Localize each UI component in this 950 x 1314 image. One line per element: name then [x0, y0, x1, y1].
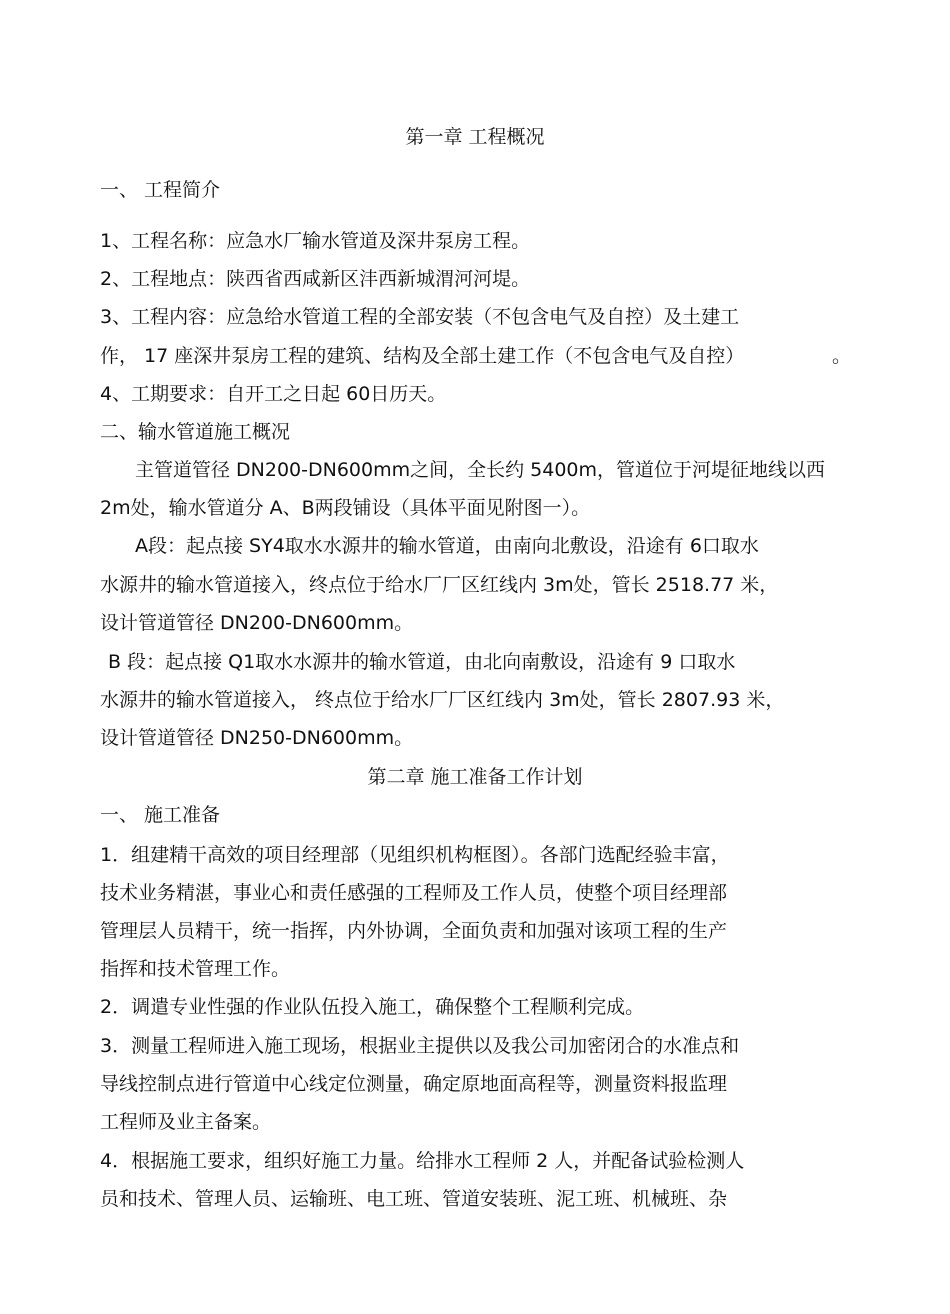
- pipe-paragraph-line-1: 主管道管径 DN200-DN600mm之间，全长约 5400m，管道位于河堤征地线以西: [135, 459, 826, 481]
- item-project-name: 1、工程名称：应急水厂输水管道及深井泵房工程。: [100, 230, 531, 252]
- section-a-line-2: 水源井的输水管道接入，终点位于给水厂厂区红线内 3m处，管长 2518.77 米，: [100, 574, 779, 596]
- item-project-content-cont: 作， 17 座深井泵房工程的建筑、结构及全部土建工作（不包含电气及自控）: [100, 345, 745, 367]
- section-b-line-3: 设计管道管径 DN250-DN600mm。: [100, 727, 414, 749]
- item-project-content-end: 。: [832, 345, 852, 367]
- prep-heading: 一、 施工准备: [100, 804, 221, 826]
- chapter-2-title: 第二章 施工准备工作计划: [367, 766, 583, 788]
- section-a-line-3: 设计管道管径 DN200-DN600mm。: [100, 612, 414, 634]
- section-a-line-1: A段：起点接 SY4取水水源井的输水管道，由南向北敷设，沿途有 6口取水: [135, 535, 759, 557]
- prep-item-1-line-1: 1．组建精干高效的项目经理部（见组织机构框图）。各部门选配经验丰富，: [100, 844, 730, 866]
- prep-item-3-line-2: 导线控制点进行管道中心线定位测量，确定原地面高程等，测量资料报监理: [100, 1073, 728, 1095]
- prep-item-3-line-1: 3．测量工程师进入施工现场，根据业主提供以及我公司加密闭合的水准点和: [100, 1035, 740, 1057]
- section-b-line-2: 水源井的输水管道接入， 终点位于给水厂厂区红线内 3m处，管长 2807.93 米，: [100, 689, 785, 711]
- item-project-location: 2、工程地点：陕西省西咸新区沣西新城渭河河堤。: [100, 268, 531, 290]
- prep-item-1-line-3: 管理层人员精干，统一指挥，内外协调，全面负责和加强对该项工程的生产: [100, 920, 728, 942]
- prep-item-1-line-2: 技术业务精湛，事业心和责任感强的工程师及工作人员，使整个项目经理部: [100, 882, 728, 904]
- section-2-heading: 二、输水管道施工概况: [100, 421, 291, 443]
- pipe-paragraph-line-2: 2m处，输水管道分 A、B两段铺设（具体平面见附图一）。: [100, 497, 591, 519]
- item-project-content: 3、工程内容：应急给水管道工程的全部安装（不包含电气及自控）及土建工: [100, 306, 740, 328]
- prep-item-4-line-2: 员和技术、管理人员、运输班、电工班、管道安装班、泥工班、机械班、杂: [100, 1188, 728, 1210]
- section-1-heading: 一、 工程简介: [100, 179, 221, 201]
- prep-item-1-line-4: 指挥和技术管理工作。: [100, 958, 291, 980]
- item-schedule: 4、工期要求：自开工之日起 60日历天。: [100, 383, 447, 405]
- prep-item-4-line-1: 4．根据施工要求，组织好施工力量。给排水工程师 2 人，并配备试验检测人: [100, 1150, 745, 1172]
- section-b-line-1: B 段：起点接 Q1取水水源井的输水管道，由北向南敷设，沿途有 9 口取水: [108, 651, 736, 673]
- chapter-1-title: 第一章 工程概况: [405, 126, 545, 148]
- prep-item-2: 2．调遣专业性强的作业队伍投入施工，确保整个工程顺利完成。: [100, 996, 645, 1018]
- prep-item-3-line-3: 工程师及业主备案。: [100, 1111, 272, 1133]
